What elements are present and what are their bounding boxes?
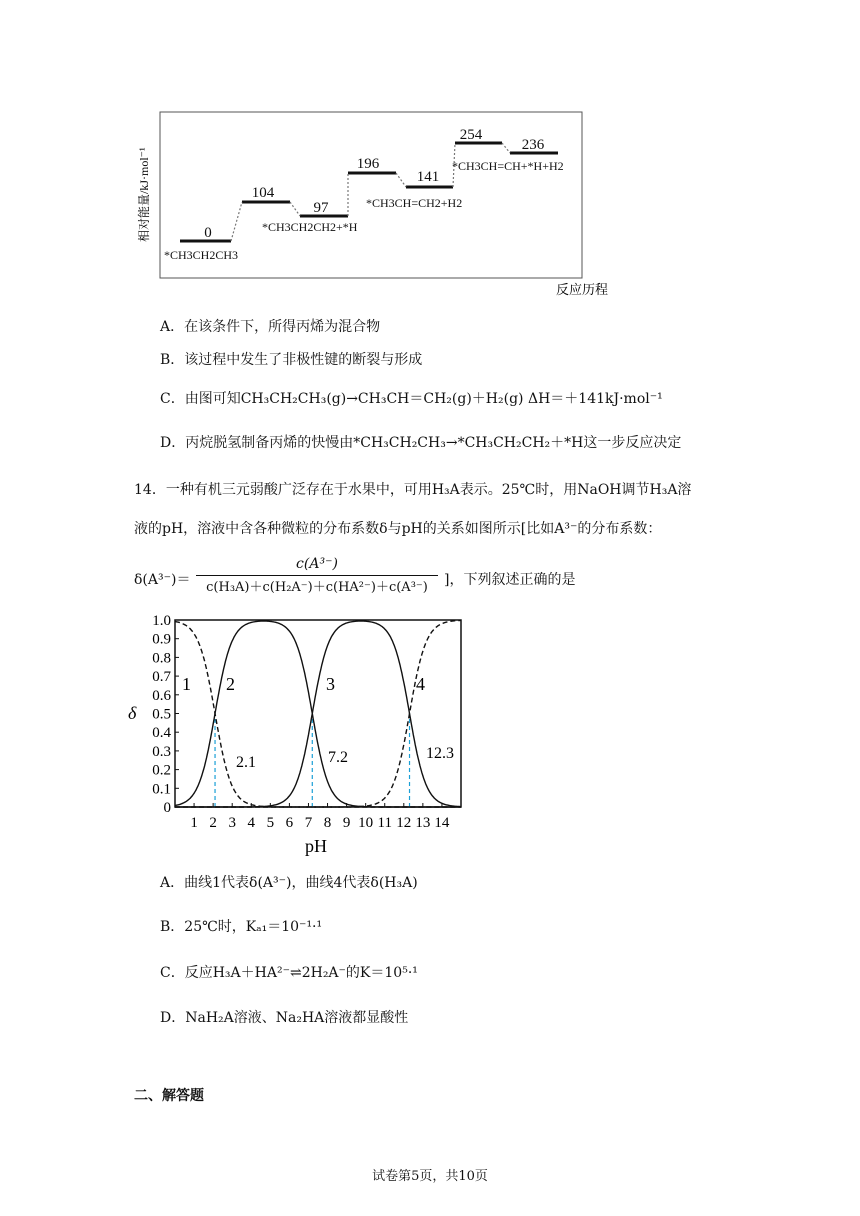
q13-option-c[interactable] [160, 389, 663, 409]
energy-value: 141 [416, 169, 440, 185]
curve-3 [175, 621, 461, 807]
q14-stem-line2: 液的pH，溶液中含各种微粒的分布系数δ与pH的关系如图所示[比如A³⁻的分布系数： [134, 521, 662, 537]
y-tick-label: 0.9 [152, 631, 171, 648]
energy-value: 104 [251, 185, 275, 201]
q14-option-d[interactable] [160, 1008, 408, 1028]
page-footer: 试卷第5页，共10页 [372, 1169, 488, 1184]
option-text: 25℃时，Kₐ₁＝10⁻¹·¹ [184, 919, 323, 935]
q14-stem-line1: 14．一种有机三元弱酸广泛存在于水果中，可用H₃A表示。25℃时，用NaOH调节H₃A溶 [134, 482, 692, 498]
x-tick-label: 3 [228, 815, 236, 831]
curve-label-2: 2 [226, 674, 235, 694]
curve-1 [175, 622, 461, 808]
x-tick-label: 7 [304, 815, 313, 831]
option-text: 在该条件下，所得丙烯为混合物 [184, 319, 381, 335]
energy-value: 236 [521, 137, 545, 153]
y-tick-label: 0.4 [152, 725, 171, 742]
energy-species: *CH3CH=CH+*H+H2 [452, 159, 564, 173]
y-tick-label: 0.5 [152, 706, 171, 723]
energy-connector [231, 202, 242, 241]
x-tick-label: 10 [358, 815, 374, 831]
x-tick-label: 12 [396, 815, 412, 831]
x-tick-label: 2 [209, 815, 217, 831]
option-letter: B． [160, 352, 185, 368]
x-tick-label: 6 [285, 815, 294, 831]
option-letter: D． [160, 1010, 186, 1026]
y-tick-label: 0.6 [152, 687, 171, 704]
formula-lhs: δ(A³⁻)＝ [134, 572, 191, 588]
intersection-label-7.2: 7.2 [328, 749, 348, 766]
formula-tail: ]，下列叙述正确的是 [444, 572, 576, 588]
curve-4 [175, 620, 461, 807]
option-letter: A． [160, 319, 185, 335]
energy-species: *CH3CH2CH3 [164, 248, 239, 262]
intersection-label-2.1: 2.1 [236, 754, 256, 771]
option-letter: B． [160, 919, 185, 935]
q13-option-b[interactable] [160, 350, 422, 370]
chart-x-axis-label: pH [305, 836, 327, 856]
option-text: NaH₂A溶液、Na₂HA溶液都显酸性 [185, 1010, 409, 1026]
curve-label-4: 4 [416, 674, 425, 694]
energy-connector [502, 143, 510, 153]
energy-value: 254 [459, 127, 483, 143]
chart-y-axis-label: δ [128, 703, 137, 723]
option-text: 丙烷脱氢制备丙烯的快慢由*CH₃CH₂CH₃→*CH₃CH₂CH₂＋*H这一步反应决定 [185, 435, 682, 451]
option-text: 反应H₃A＋HA²⁻⇌2H₂A⁻的K＝10⁵·¹ [184, 965, 418, 981]
y-tick-label: 0.3 [152, 743, 171, 760]
energy-value: 196 [356, 156, 380, 172]
formula-fraction [196, 553, 438, 600]
option-letter: A． [160, 875, 185, 891]
q14-formula [134, 553, 754, 605]
energy-value: 97 [313, 200, 329, 216]
energy-y-axis-label: 相对能量/kJ·mol⁻¹ [137, 147, 151, 242]
option-text: 该过程中发生了非极性键的断裂与形成 [184, 352, 423, 368]
option-letter: C． [160, 965, 185, 981]
y-tick-label: 0.2 [152, 762, 171, 779]
chart-plot-frame [175, 620, 461, 807]
energy-value: 0 [204, 225, 212, 241]
y-tick-label: 1.0 [152, 613, 171, 629]
y-tick-label: 0.7 [152, 669, 171, 686]
formula-denominator: c(H₃A)＋c(H₂A⁻)＋c(HA²⁻)＋c(A³⁻) [206, 580, 428, 595]
q13-option-d[interactable] [160, 433, 681, 453]
x-tick-label: 8 [323, 815, 332, 831]
section-title: 二、解答题 [134, 1088, 204, 1104]
q14-option-c[interactable] [160, 963, 418, 983]
y-tick-label: 0.1 [152, 781, 171, 798]
q14-option-b[interactable] [160, 917, 322, 937]
intersection-label-12.3: 12.3 [426, 745, 454, 762]
option-text: 由图可知CH₃CH₂CH₃(g)→CH₃CH＝CH₂(g)＋H₂(g) ΔH＝＋141kJ·mol⁻¹ [184, 391, 663, 407]
curve-2 [175, 621, 461, 807]
distribution-chart [120, 612, 470, 860]
energy-diagram [130, 108, 630, 304]
option-letter: C． [160, 391, 185, 407]
curve-label-3: 3 [326, 674, 335, 694]
energy-species: *CH3CH=CH2+H2 [366, 196, 463, 210]
x-tick-label: 5 [266, 815, 275, 831]
energy-x-axis-label: 反应历程 [556, 282, 609, 297]
option-text: 曲线1代表δ(A³⁻)，曲线4代表δ(H₃A) [184, 875, 418, 891]
energy-connector [396, 173, 406, 187]
x-tick-label: 11 [377, 815, 392, 831]
y-tick-label: 0 [163, 800, 171, 816]
energy-species: *CH3CH2CH2+*H [262, 220, 358, 234]
energy-connector [290, 202, 300, 216]
y-tick-label: 0.8 [152, 650, 171, 667]
x-tick-label: 4 [247, 815, 256, 831]
x-tick-label: 14 [434, 815, 450, 831]
x-tick-label: 13 [415, 815, 431, 831]
x-tick-label: 9 [342, 815, 351, 831]
q13-option-a[interactable] [160, 317, 380, 337]
x-tick-label: 1 [190, 815, 198, 831]
q14-option-a[interactable] [160, 873, 418, 893]
option-letter: D． [160, 435, 186, 451]
formula-numerator: c(A³⁻) [296, 556, 338, 572]
curve-label-1: 1 [182, 674, 191, 694]
